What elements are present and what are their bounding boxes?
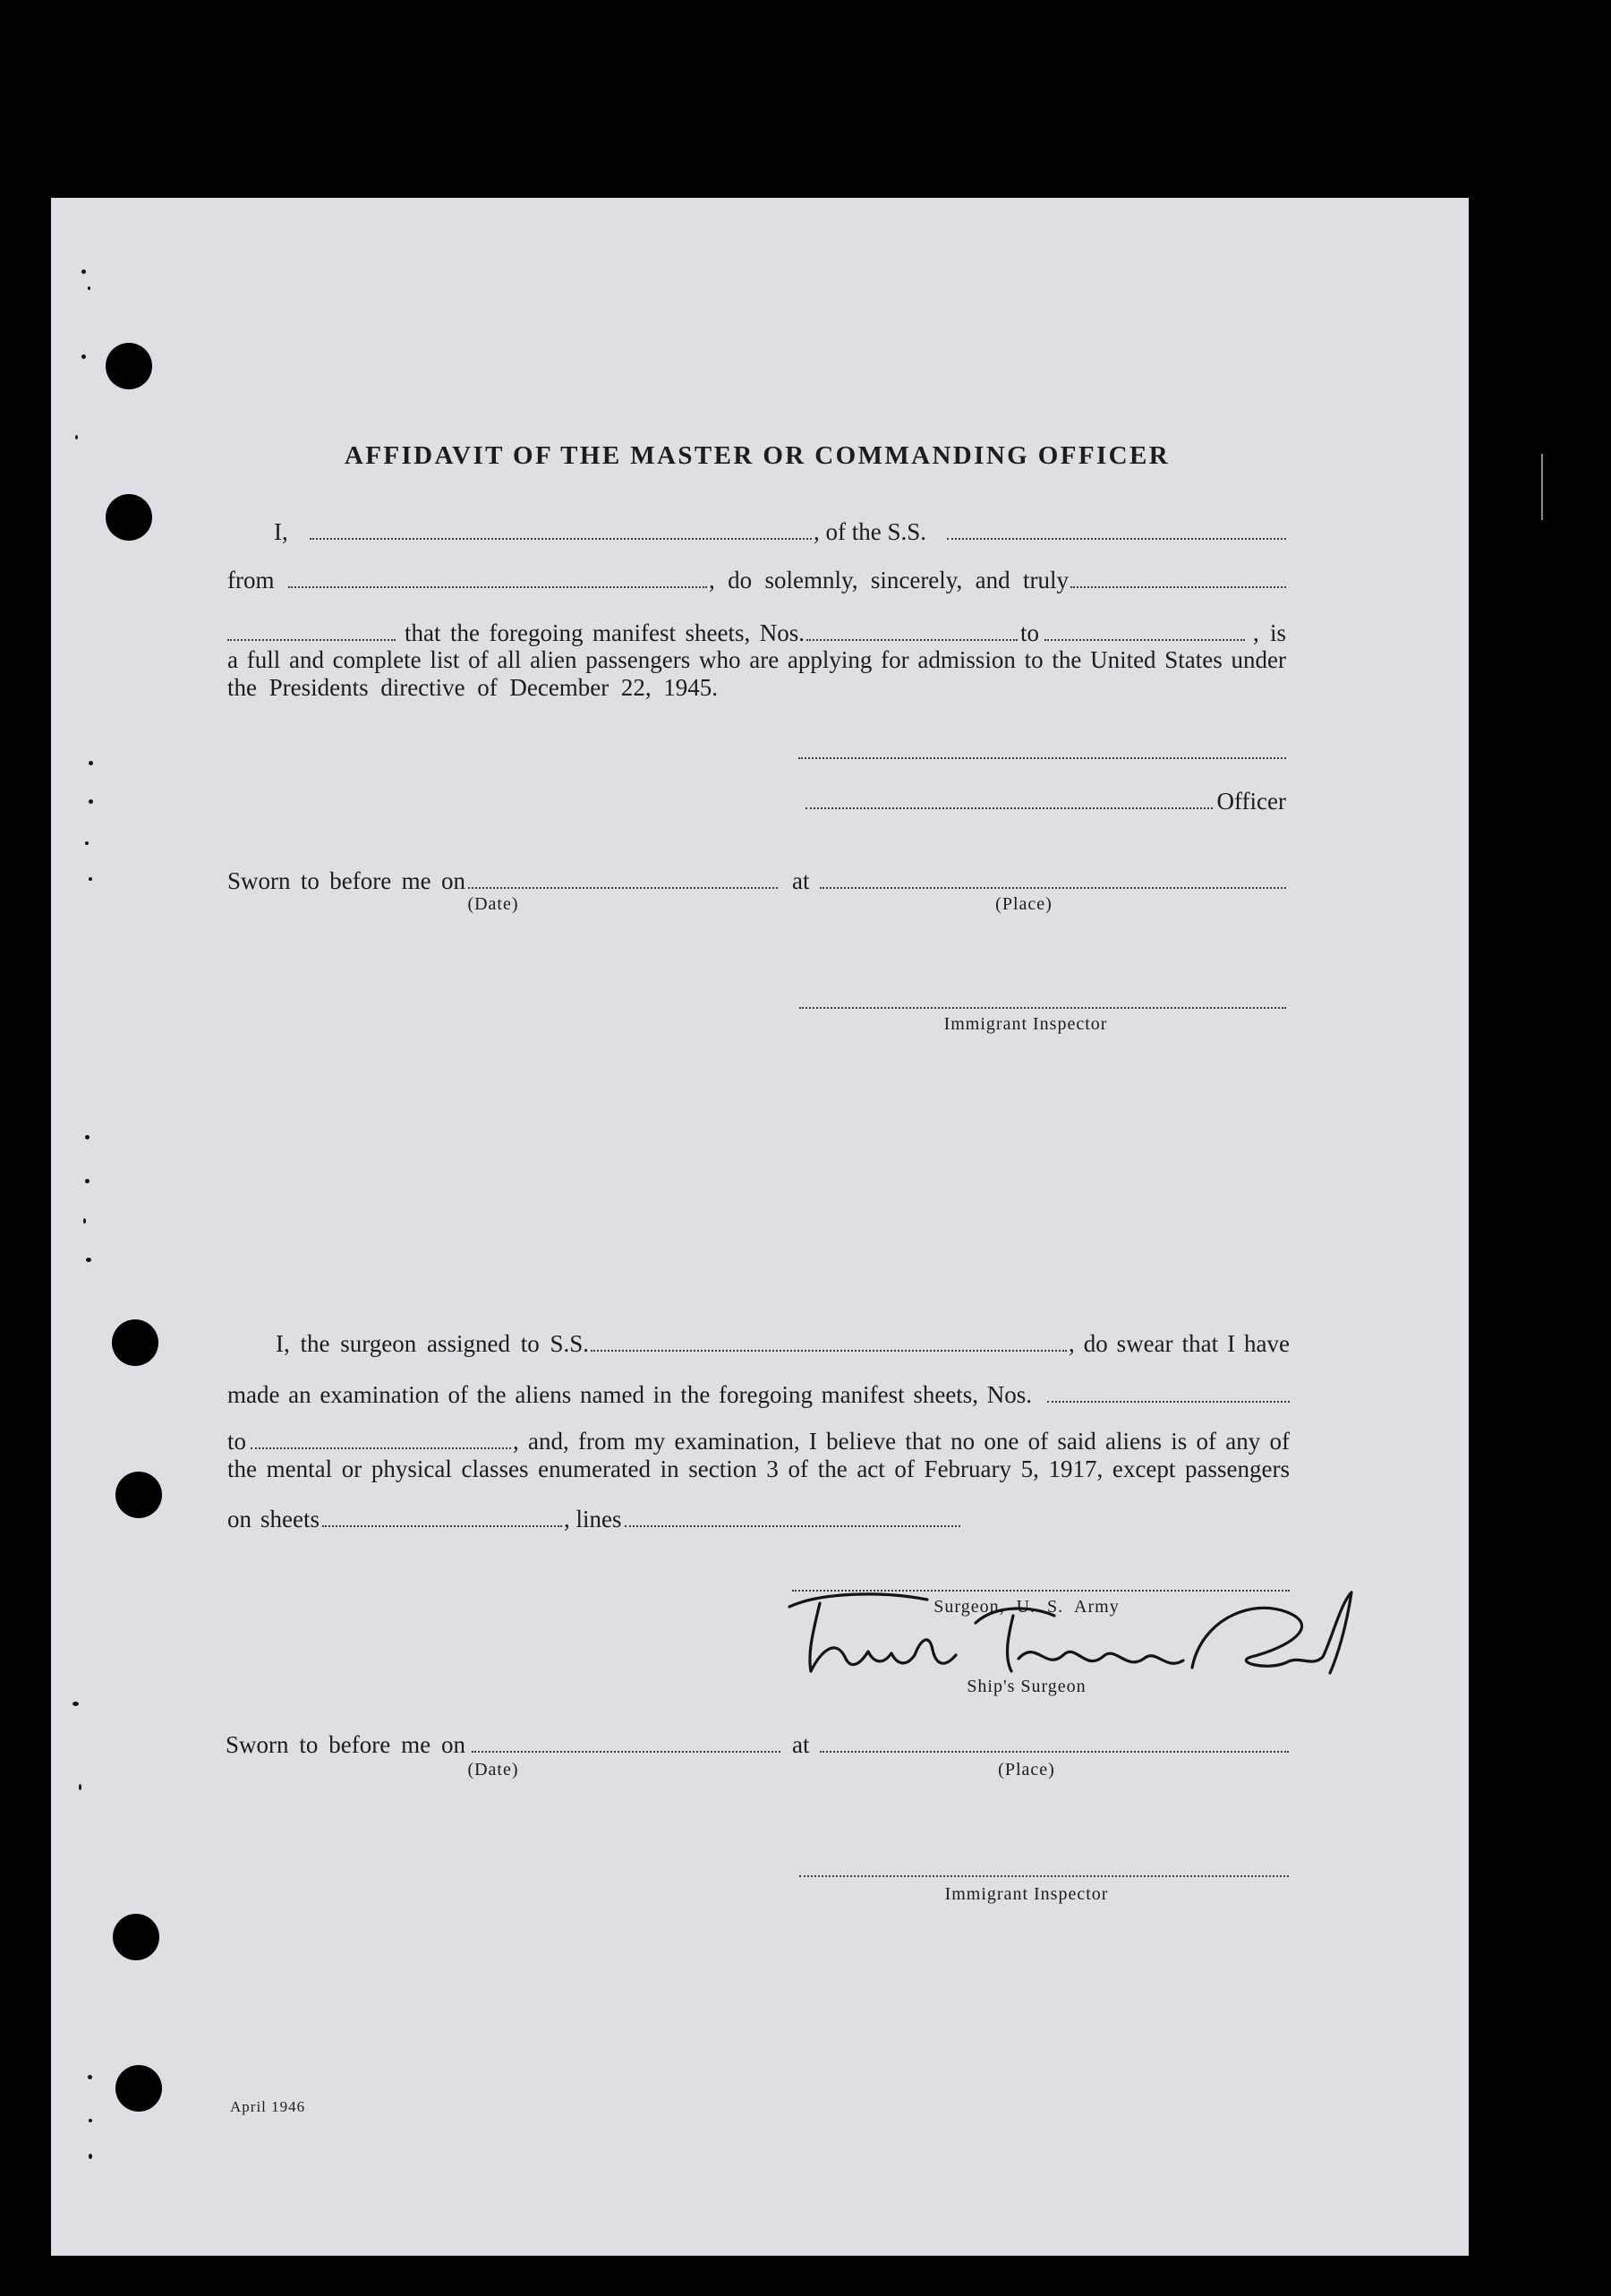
master-line-4 bbox=[0, 646, 1611, 673]
master-line-5 bbox=[0, 674, 1611, 701]
surgeon-sworn-date-field bbox=[472, 1751, 780, 1753]
classes-text: the mental or physical classes enumerated in section 3 of the act of February 5, 1917, except passengers bbox=[227, 1455, 1290, 1482]
document-page bbox=[51, 198, 1469, 2256]
scan-speck bbox=[83, 1218, 86, 1224]
scan-artifact bbox=[1541, 454, 1543, 520]
surgeon-line-3 bbox=[0, 1428, 1611, 1455]
oath-word-field bbox=[1070, 586, 1286, 588]
punch-hole bbox=[115, 2065, 162, 2112]
exception-lines-field bbox=[625, 1525, 960, 1527]
sheet-from-field bbox=[806, 639, 1018, 641]
on-sheets-label: on sheets bbox=[227, 1506, 320, 1532]
surgeon-sworn-place-field bbox=[820, 1751, 1289, 1753]
sworn-place-field bbox=[820, 887, 1286, 889]
ships-surgeon-caption: Ship's Surgeon bbox=[967, 1677, 1087, 1696]
swear-text: , do swear that I have bbox=[1069, 1330, 1290, 1357]
at-label: at bbox=[792, 867, 810, 894]
master-sworn-line bbox=[0, 867, 1611, 894]
directive-text: the Presidents directive of December 22, 1945. bbox=[227, 674, 718, 701]
examination-text: made an examination of the aliens named in the foregoing manifest sheets, Nos. bbox=[227, 1381, 1032, 1408]
surgeon-inspector-caption: Immigrant Inspector bbox=[944, 1884, 1109, 1904]
port-field bbox=[288, 586, 707, 588]
to-label: to bbox=[1020, 619, 1040, 646]
surgeon-line-4 bbox=[0, 1455, 1611, 1482]
surgeon-place-caption: (Place) bbox=[998, 1760, 1055, 1780]
sworn-text: Sworn to before me on bbox=[227, 867, 465, 894]
scan-speck bbox=[72, 1702, 79, 1706]
scan-speck bbox=[81, 269, 86, 274]
statement-text: a full and complete list of all alien passengers who are applying for admission to the United States under bbox=[227, 646, 1286, 673]
scan-speck bbox=[89, 761, 93, 765]
scan-speck bbox=[89, 2154, 92, 2159]
surgeon-sworn-text: Sworn to before me on bbox=[226, 1731, 465, 1758]
surgeon-date-caption: (Date) bbox=[467, 1760, 519, 1780]
scan-speck bbox=[85, 841, 89, 845]
scan-speck bbox=[89, 2119, 92, 2122]
surgeon-sworn-line bbox=[0, 1731, 1611, 1758]
form-title: AFFIDAVIT OF THE MASTER OR COMMANDING OFFICER bbox=[344, 441, 1171, 470]
punch-hole bbox=[106, 343, 152, 389]
manifest-sheets-text: that the foregoing manifest sheets, Nos. bbox=[405, 619, 805, 646]
place-caption: (Place) bbox=[995, 894, 1053, 914]
surgeon-line-2 bbox=[0, 1381, 1611, 1408]
inspector-caption: Immigrant Inspector bbox=[943, 1014, 1108, 1034]
surgeon-line-5 bbox=[0, 1506, 1611, 1532]
master-line-2 bbox=[0, 567, 1611, 593]
surgeon-line-1 bbox=[0, 1330, 1611, 1357]
master-line-1 bbox=[0, 518, 1611, 545]
officer-line bbox=[0, 788, 1611, 815]
scan-speck bbox=[81, 354, 86, 359]
sheet-to-field bbox=[1044, 639, 1245, 641]
scan-speck bbox=[79, 1784, 81, 1790]
handwritten-signature bbox=[784, 1585, 1357, 1678]
officer-title-field bbox=[806, 807, 1213, 809]
surgeon-ship-field bbox=[591, 1350, 1067, 1352]
master-signature-line bbox=[798, 757, 1286, 759]
master-line-3 bbox=[0, 619, 1611, 646]
inspector-signature-line bbox=[799, 1007, 1286, 1009]
master-name-field bbox=[310, 538, 812, 540]
officer-label: Officer bbox=[1216, 788, 1286, 815]
surgeon-intro-text: I, the surgeon assigned to S.S. bbox=[276, 1330, 589, 1357]
lines-label: , lines bbox=[564, 1506, 622, 1532]
ship-label: , of the S.S. bbox=[814, 518, 927, 545]
ship-name-field bbox=[947, 538, 1286, 540]
is-text: , is bbox=[1253, 619, 1286, 646]
belief-text: , and, from my examination, I believe that no one of said aliens is of any of bbox=[513, 1428, 1290, 1455]
pronoun-text: I, bbox=[274, 518, 288, 545]
surgeon-at-label: at bbox=[792, 1731, 810, 1758]
scan-speck bbox=[85, 1179, 90, 1183]
scan-speck bbox=[88, 286, 90, 290]
scan-speck bbox=[88, 2075, 92, 2079]
surgeon-sheet-to-field bbox=[251, 1447, 511, 1449]
exception-sheets-field bbox=[322, 1525, 562, 1527]
sworn-date-field bbox=[468, 887, 778, 889]
from-label: from bbox=[227, 567, 275, 593]
form-date: April 1946 bbox=[230, 2098, 306, 2115]
punch-hole bbox=[113, 1914, 159, 1960]
surgeon-sheet-from-field bbox=[1047, 1401, 1290, 1403]
date-caption: (Date) bbox=[467, 894, 519, 914]
surgeon-inspector-signature-line bbox=[799, 1875, 1289, 1877]
oath-verb-field bbox=[227, 639, 396, 641]
oath-text: , do solemnly, sincerely, and truly bbox=[709, 567, 1069, 593]
scan-speck bbox=[75, 435, 78, 440]
scan-speck bbox=[85, 1135, 90, 1139]
surgeon-to-label: to bbox=[227, 1428, 247, 1455]
army-surgeon-caption: Surgeon, U. S. Army bbox=[933, 1597, 1120, 1617]
scan-speck bbox=[86, 1258, 91, 1262]
